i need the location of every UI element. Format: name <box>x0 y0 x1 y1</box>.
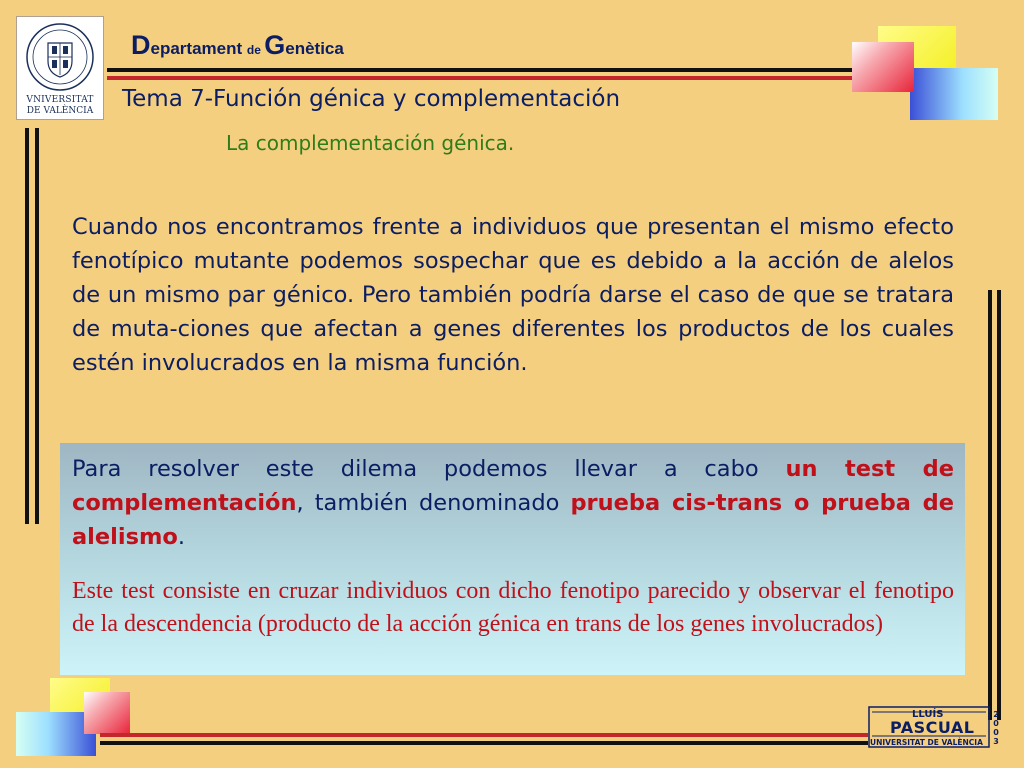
author-logo <box>868 706 998 750</box>
author-year: 2 0 0 3 <box>993 710 999 746</box>
deco-square-red-bottom <box>84 692 130 734</box>
left-vertical-line-1 <box>25 128 29 524</box>
deco-square-blue-top <box>910 68 998 120</box>
right-vertical-line-1 <box>988 290 992 720</box>
intro-paragraph: Cuando nos encontramos frente a individuos que presentan el mismo efecto fenotípico mutante podemos sospechar que es debido a la acción de alelos de un mismo par génico. Pero también podría darse el caso de que se tratara de muta-ciones que afectan a genes diferentes los productos de los cuales estén involucrados en la misma función. <box>72 214 954 376</box>
footer-black-line <box>100 741 868 745</box>
university-logo <box>16 16 104 120</box>
header-red-line <box>107 76 857 80</box>
section-subtitle: La complementación génica. <box>226 131 515 155</box>
left-vertical-line-2 <box>35 128 39 524</box>
highlight-alt-names: prueba cis-trans o prueba de alelismo <box>72 490 954 550</box>
header-black-line <box>107 68 857 72</box>
footer-red-line <box>100 733 868 737</box>
logo-line-2: DE VALÈNCIA <box>26 106 94 116</box>
complementation-test-paragraph: Para resolver este dilema podemos llevar a cabo un test de complementación, también denominado prueba cis-trans o prueba de alelismo. <box>72 456 955 550</box>
deco-square-red-top <box>852 42 914 92</box>
highlight-test-name: un test de complementación <box>72 456 955 516</box>
logo-line-1: VNIVERSITAT <box>26 95 94 105</box>
test-description-paragraph: Este test consiste en cruzar individuos con dicho fenotipo parecido y observar el fenotipo de la descendencia (producto de la acción génica en trans de los genes involucrados) <box>72 578 954 637</box>
topic-title: Tema 7-Función génica y complementación <box>122 86 621 112</box>
author-first-name: LLUÍS <box>912 709 944 720</box>
author-institution: UNIVERSITAT DE VALÈNCIA <box>870 738 983 747</box>
university-seal-icon <box>17 17 103 95</box>
author-last-name: PASCUAL <box>890 718 975 737</box>
department-title: Departament de Genètica <box>131 30 344 60</box>
right-vertical-line-2 <box>997 290 1001 720</box>
